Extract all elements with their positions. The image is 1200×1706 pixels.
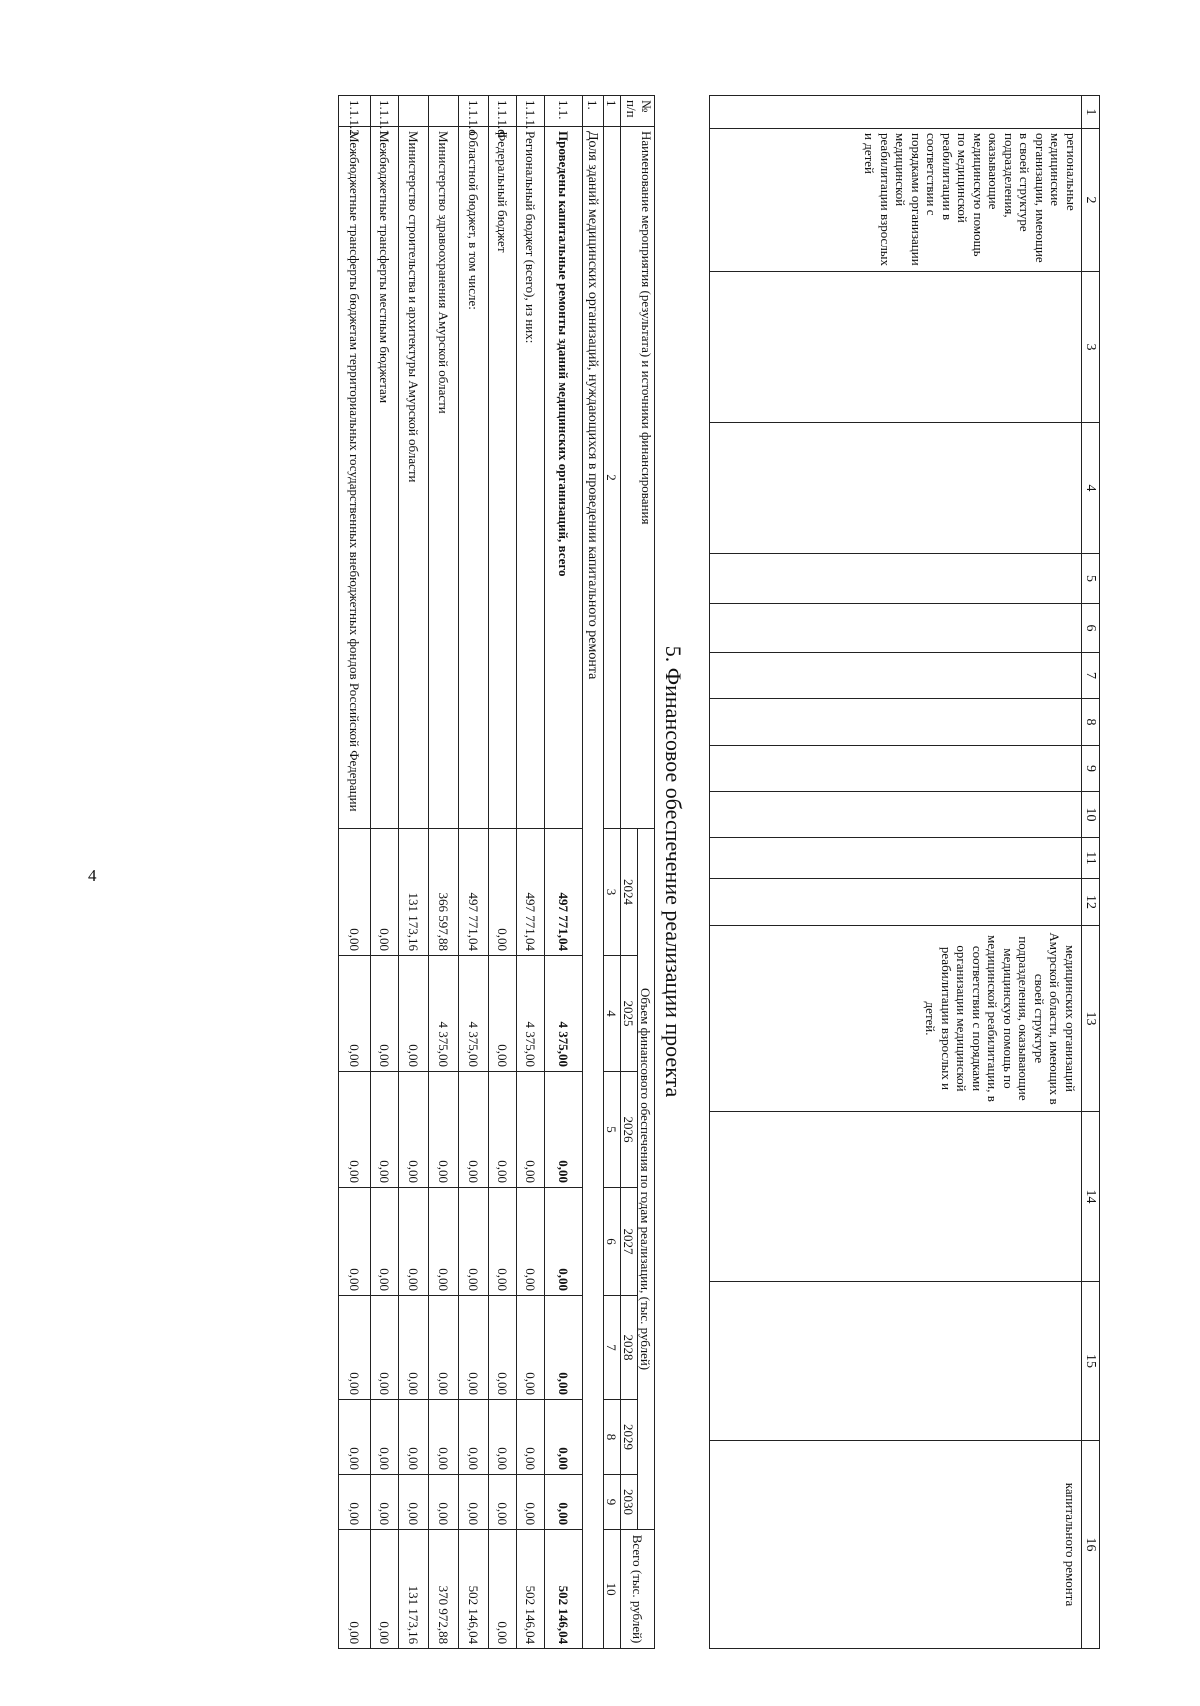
column13-text: медицинских организаций Амурской области, имеющих в своей структуре подразделения, оказывающие медицинскую помощь по медицинской реабилитации, в соответствии с порядками организации медицинской реабилитации взрослых и детей.: [923, 932, 1078, 1105]
year-value-cell: 0,00: [371, 1475, 399, 1530]
column-number-cell: 8: [604, 1400, 621, 1475]
year-value-cell: 131 173,16: [399, 829, 429, 956]
year-value-cell: 497 771,04: [545, 829, 583, 956]
year-value-cell: 0,00: [459, 1296, 489, 1400]
column-number-cell: 4: [604, 956, 621, 1072]
page-number: 4: [88, 866, 97, 885]
section-no-cell: 1.: [583, 96, 604, 127]
header-total-cell: Всего (тыс. рублей): [621, 1530, 655, 1649]
financing-row: [429, 96, 459, 1649]
year-value-cell: 0,00: [339, 1188, 371, 1296]
row-total-cell: 131 173,16: [399, 1530, 429, 1649]
column-numbers-row: [604, 96, 621, 1649]
table-cell: [710, 1441, 1082, 1649]
continuation-table: [709, 95, 1100, 1649]
year-value-cell: 497 771,04: [459, 829, 489, 956]
row-name-cell: Проведены капитальные ремонты зданий медицинских организаций, всего: [545, 127, 583, 829]
row-total-cell: 370 972,88: [429, 1530, 459, 1649]
table-cell: [710, 699, 1082, 746]
year-value-cell: 0,00: [545, 1188, 583, 1296]
table-cell: [710, 792, 1082, 838]
column-number-cell: 15: [1082, 1282, 1100, 1441]
section-row: [583, 96, 604, 1649]
year-value-cell: 0,00: [371, 956, 399, 1072]
year-value-cell: 0,00: [489, 1400, 517, 1475]
column-number-cell: 12: [1082, 879, 1100, 926]
section-text-cell: Доля зданий медицинских организаций, нуждающихся в проведении капитального ремонта: [583, 127, 604, 1649]
year-value-cell: 0,00: [489, 1072, 517, 1188]
table-cell: [710, 1282, 1082, 1441]
financing-row: [399, 96, 429, 1649]
continuation-table-header-row: [1082, 96, 1100, 1649]
year-value-cell: 0,00: [459, 1475, 489, 1530]
column-number-cell: 6: [1082, 604, 1100, 653]
column-number-cell: 7: [1082, 653, 1100, 699]
column-number-cell: 10: [604, 1530, 621, 1649]
year-value-cell: 0,00: [371, 1400, 399, 1475]
row-number-cell: 1.1.1.о: [459, 96, 489, 127]
year-value-cell: 0,00: [371, 1296, 399, 1400]
year-value-cell: 0,00: [429, 1475, 459, 1530]
column-number-cell: 5: [604, 1072, 621, 1188]
column-number-cell: 2: [604, 127, 621, 829]
year-value-cell: 0,00: [339, 1296, 371, 1400]
column-number-cell: 1: [604, 96, 621, 127]
row-name-cell: Министерство строительства и архитектуры Амурской области: [399, 127, 429, 829]
year-value-cell: 0,00: [399, 1188, 429, 1296]
table-cell: [710, 604, 1082, 653]
row-number-cell: 1.1.1.ф: [489, 96, 517, 127]
table-cell: [710, 746, 1082, 792]
year-value-cell: 497 771,04: [517, 829, 545, 956]
year-value-cell: 0,00: [429, 1400, 459, 1475]
row-name-cell: Региональный бюджет (всего), из них:: [517, 127, 545, 829]
landscape-content: [180, 95, 1100, 1650]
year-value-cell: 0,00: [517, 1296, 545, 1400]
year-value-cell: 0,00: [459, 1400, 489, 1475]
year-header-cell: 2029: [621, 1400, 638, 1475]
column-number-cell: 6: [604, 1188, 621, 1296]
year-value-cell: 0,00: [545, 1475, 583, 1530]
year-value-cell: 4 375,00: [459, 956, 489, 1072]
year-value-cell: 4 375,00: [545, 956, 583, 1072]
column-number-cell: 13: [1082, 926, 1100, 1112]
year-value-cell: 0,00: [399, 956, 429, 1072]
table-cell: [710, 926, 1082, 1112]
year-value-cell: 0,00: [517, 1400, 545, 1475]
year-header-cell: 2028: [621, 1296, 638, 1400]
year-value-cell: 0,00: [545, 1072, 583, 1188]
row-total-cell: 502 146,04: [545, 1530, 583, 1649]
financing-header-row-1: [638, 96, 655, 1649]
row-total-cell: 0,00: [489, 1530, 517, 1649]
table-cell: [710, 838, 1082, 879]
row-total-cell: 502 146,04: [459, 1530, 489, 1649]
column-number-cell: 3: [604, 829, 621, 956]
row-number-cell: [429, 96, 459, 127]
year-value-cell: 0,00: [399, 1296, 429, 1400]
year-value-cell: 0,00: [459, 1072, 489, 1188]
year-header-cell: 2030: [621, 1475, 638, 1530]
table-cell: [710, 129, 1082, 272]
table-cell: [710, 879, 1082, 926]
financing-row: [371, 96, 399, 1649]
column-number-cell: 5: [1082, 554, 1100, 604]
year-value-cell: 0,00: [371, 1188, 399, 1296]
year-value-cell: 0,00: [399, 1400, 429, 1475]
year-value-cell: 0,00: [371, 829, 399, 956]
year-value-cell: 0,00: [545, 1296, 583, 1400]
column-number-cell: 11: [1082, 838, 1100, 879]
year-value-cell: 4 375,00: [429, 956, 459, 1072]
table-cell: [710, 554, 1082, 604]
row-number-cell: 1.1.1.: [517, 96, 545, 127]
table-cell: [710, 423, 1082, 554]
row-number-cell: 1.1.: [545, 96, 583, 127]
row-total-cell: 0,00: [339, 1530, 371, 1649]
year-value-cell: 0,00: [339, 1072, 371, 1188]
column-number-cell: 3: [1082, 272, 1100, 423]
year-value-cell: 0,00: [399, 1072, 429, 1188]
column-number-cell: 1: [1082, 96, 1100, 129]
year-value-cell: 0,00: [489, 1188, 517, 1296]
year-value-cell: 0,00: [429, 1188, 459, 1296]
column-number-cell: 8: [1082, 699, 1100, 746]
financing-table: [338, 95, 655, 1649]
row-name-cell: Областной бюджет, в том числе:: [459, 127, 489, 829]
financing-row: [517, 96, 545, 1649]
column-number-cell: 10: [1082, 792, 1100, 838]
year-value-cell: 0,00: [339, 1475, 371, 1530]
column-number-cell: 7: [604, 1296, 621, 1400]
year-value-cell: 0,00: [545, 1400, 583, 1475]
header-volume-cell: Объем финансового обеспечения по годам реализации, (тыс. рублей): [638, 829, 655, 1530]
year-value-cell: 0,00: [339, 829, 371, 956]
header-no-cell: № п/п: [621, 96, 655, 127]
column-number-cell: 14: [1082, 1112, 1100, 1282]
participants-text: региональные медицинские организации, имеющие в своей структуре подразделения, оказывающие медицинскую помощь по медицинской реабилитации в соответствии с порядками организации медицинской реабилитации взрослых и детей: [862, 133, 1079, 267]
row-total-cell: 502 146,04: [517, 1530, 545, 1649]
year-value-cell: 0,00: [339, 956, 371, 1072]
row-number-cell: 1.1.1.1.: [371, 96, 399, 127]
financing-row: [489, 96, 517, 1649]
table-cell: [710, 272, 1082, 423]
year-value-cell: 4 375,00: [517, 956, 545, 1072]
year-header-cell: 2025: [621, 956, 638, 1072]
column-number-cell: 9: [604, 1475, 621, 1530]
row-total-cell: 0,00: [371, 1530, 399, 1649]
row-number-cell: 1.1.1.2.: [339, 96, 371, 127]
column-number-cell: 9: [1082, 746, 1100, 792]
header-name-cell: Наименование мероприятия (результата) и источники финансирования: [621, 127, 655, 829]
column-number-cell: 4: [1082, 423, 1100, 554]
year-value-cell: 0,00: [489, 829, 517, 956]
year-value-cell: 0,00: [429, 1296, 459, 1400]
year-value-cell: 0,00: [339, 1400, 371, 1475]
table-cell: [710, 96, 1082, 129]
column-number-cell: 16: [1082, 1441, 1100, 1649]
year-value-cell: 0,00: [371, 1072, 399, 1188]
financing-row: [339, 96, 371, 1649]
year-value-cell: 0,00: [489, 956, 517, 1072]
year-value-cell: 0,00: [459, 1188, 489, 1296]
table-cell: [710, 653, 1082, 699]
row-name-cell: Министерство здравоохранения Амурской области: [429, 127, 459, 829]
year-value-cell: 0,00: [489, 1475, 517, 1530]
financing-row: [545, 96, 583, 1649]
column16-text: капитального ремонта: [1063, 1482, 1078, 1607]
row-number-cell: [399, 96, 429, 127]
table-cell: [710, 1112, 1082, 1282]
year-value-cell: 366 597,88: [429, 829, 459, 956]
section-title: 5. Финансовое обеспечение реализации проекта: [661, 645, 686, 1098]
column-number-cell: 2: [1082, 129, 1100, 272]
financing-row: [459, 96, 489, 1649]
continuation-table-body-row: [710, 96, 1082, 1649]
year-value-cell: 0,00: [489, 1296, 517, 1400]
year-value-cell: 0,00: [517, 1072, 545, 1188]
year-header-cell: 2026: [621, 1072, 638, 1188]
year-value-cell: 0,00: [517, 1475, 545, 1530]
year-header-cell: 2024: [621, 829, 638, 956]
year-value-cell: 0,00: [517, 1188, 545, 1296]
year-value-cell: 0,00: [399, 1475, 429, 1530]
year-header-cell: 2027: [621, 1188, 638, 1296]
year-value-cell: 0,00: [429, 1072, 459, 1188]
row-name-cell: Межбюджетные трансферты местным бюджетам: [371, 127, 399, 829]
row-name-cell: Федеральный бюджет: [489, 127, 517, 829]
row-name-cell: Межбюджетные трансферты бюджетам территориальных государственных внебюджетных фондов Российской Федерации: [339, 127, 371, 829]
